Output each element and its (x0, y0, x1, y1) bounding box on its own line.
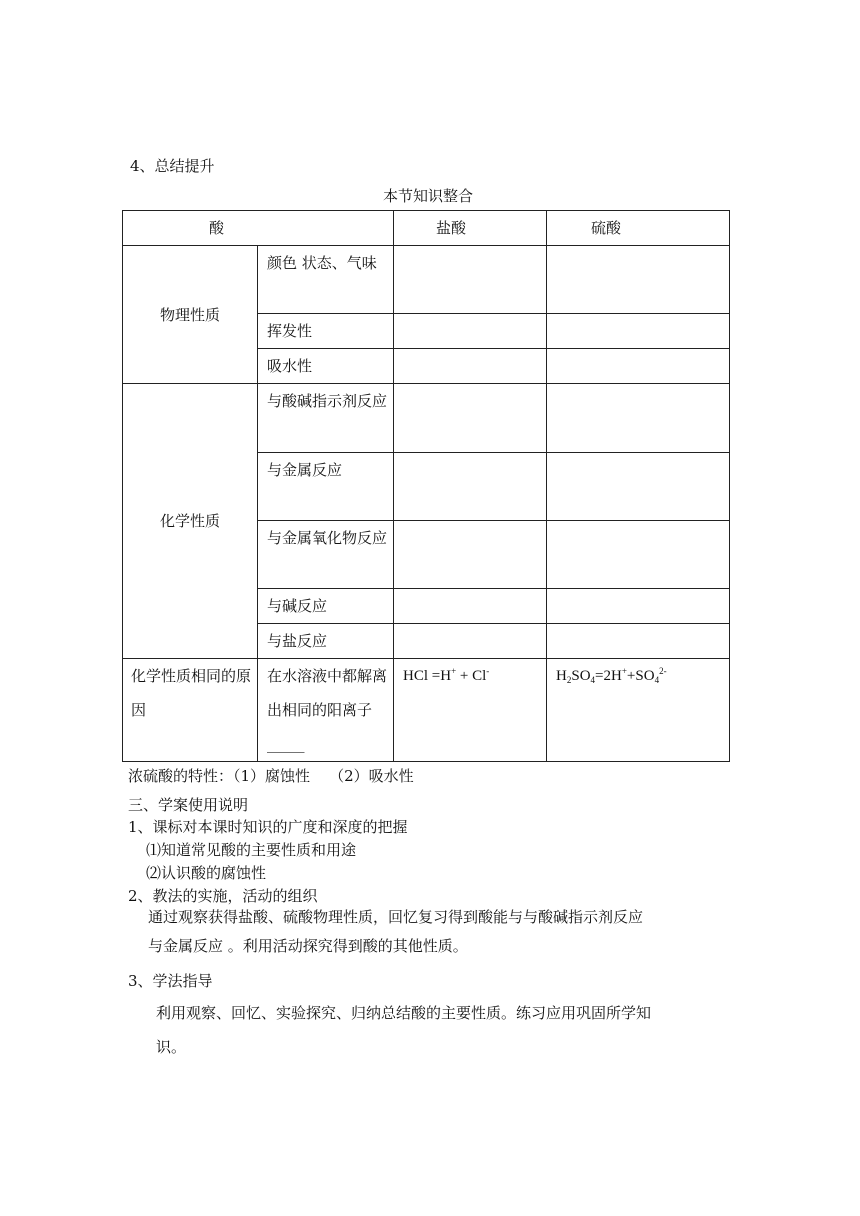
row-label: 挥发性 (267, 322, 313, 340)
chemical-properties-label: 化学性质 (159, 512, 220, 530)
header-h2so4: 硫酸 (591, 219, 622, 237)
item2-line2: 与金属反应 。利用活动探究得到酸的其他性质。 (148, 937, 468, 955)
reason-description: 在水溶液中都解离出相同的阳离子_____ (267, 667, 388, 753)
table-cell (394, 246, 547, 314)
table-cell (547, 589, 730, 624)
item3-line1: 利用观察、回忆、实验探究、归纳总结酸的主要性质。练习应用巩固所学知 (156, 1004, 652, 1022)
h2so4-ionization-formula: $H_2SO_4=2H^++SO_4^{2-}$ (556, 666, 667, 685)
row-label: 与碱反应 (267, 597, 328, 615)
item2-title: 2、教法的实施，活动的组织 (128, 887, 318, 905)
table-row (123, 384, 730, 453)
hcl-ionization-formula: HCl =H+ + Cl- (403, 666, 490, 684)
row-label: 与盐反应 (267, 632, 328, 650)
table-cell (394, 314, 547, 349)
table-cell (547, 521, 730, 589)
row-label: 与金属反应 (267, 461, 343, 479)
table-cell (394, 453, 547, 521)
item3-line2: 识。 (156, 1038, 187, 1056)
concentrated-acid-note: 浓硫酸的特性：（1）腐蚀性 （2）吸水性 (128, 767, 414, 785)
row-label: 颜色 状态、气味 (267, 254, 377, 272)
table-cell (547, 453, 730, 521)
table-row (123, 659, 730, 762)
table-cell (394, 521, 547, 589)
row-label: 与金属氧化物反应 (267, 529, 388, 547)
table-caption: 本节知识整合 (383, 187, 474, 205)
item1-title: 1、课标对本课时知识的广度和深度的把握 (128, 818, 408, 836)
part3-title: 三、学案使用说明 (128, 796, 249, 814)
table-cell (547, 624, 730, 659)
row-label: 与酸碱指示剂反应 (267, 392, 388, 410)
row-label: 吸水性 (267, 357, 313, 375)
item3-title: 3、学法指导 (128, 972, 213, 990)
header-acid: 酸 (209, 219, 225, 237)
item1-sub2: ⑵认识酸的腐蚀性 (146, 864, 267, 882)
section-heading: 4、总结提升 (130, 157, 215, 175)
table-cell (394, 589, 547, 624)
item1-sub1: ⑴知道常见酸的主要性质和用途 (146, 841, 357, 859)
table-cell (394, 624, 547, 659)
table-cell (547, 246, 730, 314)
table-row (123, 246, 730, 314)
table-header-row (123, 211, 730, 246)
table-cell (547, 314, 730, 349)
reason-label: 化学性质相同的原因 (131, 667, 252, 719)
knowledge-table (122, 210, 730, 762)
item2-line1: 通过观察获得盐酸、硫酸物理性质，回忆复习得到酸能与与酸碱指示剂反应 (148, 908, 644, 926)
header-hcl: 盐酸 (436, 219, 467, 237)
table-cell (394, 384, 547, 453)
physical-properties-label: 物理性质 (159, 305, 220, 324)
table-cell (394, 349, 547, 384)
table-cell (547, 384, 730, 453)
table-cell (547, 349, 730, 384)
